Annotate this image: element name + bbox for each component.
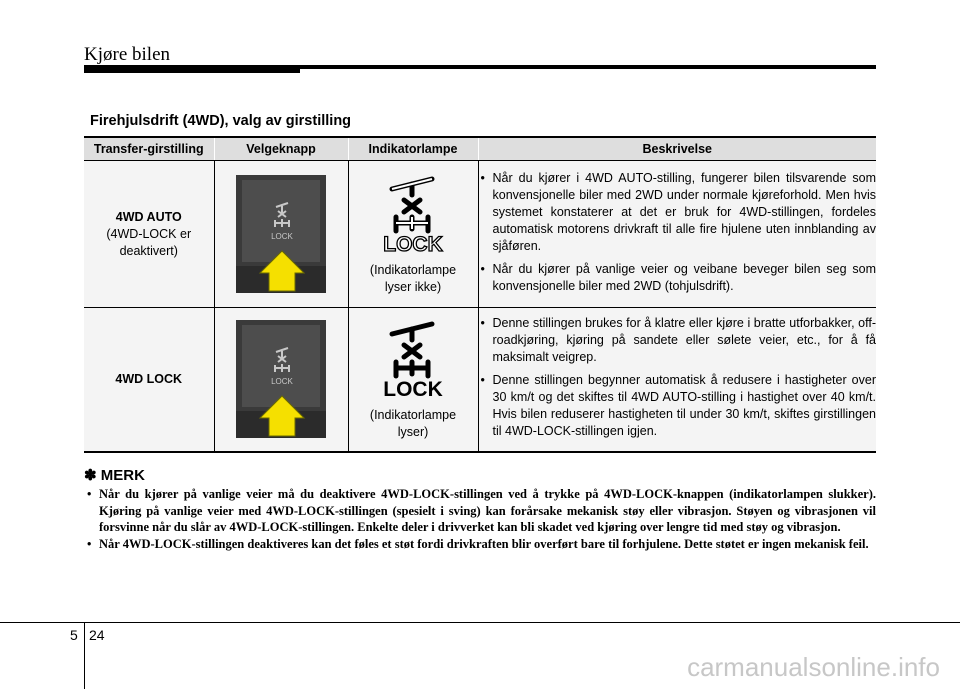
indicator-caption-line: lyser)	[397, 424, 429, 439]
position-cell	[84, 308, 214, 452]
chapter-number: 5	[70, 627, 78, 643]
indicator-lock-word: LOCK	[383, 232, 443, 253]
position-name: 4WD LOCK	[115, 371, 183, 386]
note-heading	[84, 466, 145, 484]
description-cell	[478, 161, 876, 308]
knob-lock-label: LOCK	[271, 377, 293, 387]
knob-lock-label: LOCK	[271, 232, 293, 241]
footer-rule	[0, 622, 960, 623]
gear-selection-table	[84, 136, 876, 453]
note-item: • Når du kjører på vanlige veier må du deaktivere 4WD-LOCK-stillingen ved å trykke på 4WD-LOCK-knappen (indikatorlampen slukker). Kjøring på vanlige veier med 4WD-LOCK-stillingen (spesielt i sving) kan forårsake mekanisk støy eller vibrasjon. Støyen og vibrasjonen vil forsvinne når du slår av 4WD-LOCK-stillingen. Enkelte deler i drivverket kan bli skadet ved kjøring over lengre tid med støy og vibrasjon.	[84, 486, 876, 536]
4wd-lock-indicator-outline-icon	[378, 173, 448, 253]
indicator-caption	[349, 407, 478, 441]
indicator-cell	[348, 161, 478, 308]
position-cell	[84, 161, 214, 308]
table-row	[84, 161, 876, 308]
column-header-knob: Velgeknapp	[214, 137, 348, 161]
4wd-lock-indicator-solid-icon	[378, 318, 448, 398]
indicator-cell	[348, 308, 478, 452]
description-item: • Denne stillingen begynner automatisk å redusere i hastigheter over 30 km/t og det skiftes til 4WD AUTO-stilling i hastighet over 40 km/t. Hvis bilen reduserer hastigheten til under 30 km/t, skiftes girstillingen til 4WD-LOCK-stillingen igjen.	[479, 372, 877, 440]
section-title: Firehjulsdrift (4WD), valg av girstilling	[90, 113, 352, 129]
position-name: 4WD AUTO	[115, 209, 182, 224]
description-item: • Denne stillingen brukes for å klatre eller kjøre i bratte utforbakker, off-roadkjøring, kjøring på sandete eller sølete veier, etc., for å få maksimalt veigrep.	[479, 315, 877, 366]
position-note-line: (4WD-LOCK er	[106, 226, 192, 241]
description-item: • Når du kjører i 4WD AUTO-stilling, fungerer bilen tilsvarende som konvensjonelle biler med 2WD under normale kjøreforhold. Men hvis systemet konstaterer at det er bruk for 4WD-stillingen, fordeles automatisk motorens drivkraft til alle fire hjulene uten innblanding av sjåføren.	[479, 170, 877, 255]
header-bar	[84, 65, 300, 73]
4wd-lock-switch-icon	[236, 320, 326, 438]
description-cell	[478, 308, 876, 452]
description-item: • Når du kjører på vanlige veier og veibane beveger bilen seg som konvensjonelle biler med 2WD (tohjulsdrift).	[479, 261, 877, 295]
column-header-position: Transfer-girstilling	[84, 137, 214, 161]
note-symbol-icon: ✽	[84, 467, 97, 484]
indicator-caption-line: (Indikatorlampe	[369, 407, 457, 422]
position-note-line: deaktivert)	[119, 243, 178, 258]
indicator-caption-line: (Indikatorlampe	[369, 262, 457, 277]
chapter-title: Kjøre bilen	[84, 44, 171, 65]
watermark: carmanualsonline.info	[687, 652, 940, 682]
footer-divider	[84, 623, 85, 689]
knob-cell	[214, 308, 348, 452]
page-number: 24	[89, 627, 105, 643]
note-title: MERK	[100, 467, 145, 484]
table-header-row	[84, 137, 876, 161]
4wd-lock-switch-icon	[236, 175, 326, 293]
indicator-caption-line: lyser ikke)	[384, 279, 442, 294]
column-header-indicator: Indikatorlampe	[348, 137, 478, 161]
note-list	[84, 486, 876, 552]
note-item: • Når 4WD-LOCK-stillingen deaktiveres kan det føles et støt fordi drivkraften blir overført bare til forhjulene. Dette støtet er ingen mekanisk feil.	[84, 536, 876, 553]
indicator-caption	[349, 262, 478, 296]
table-row	[84, 308, 876, 452]
indicator-lock-word: LOCK	[383, 377, 443, 398]
knob-cell	[214, 161, 348, 308]
column-header-description: Beskrivelse	[478, 137, 876, 161]
